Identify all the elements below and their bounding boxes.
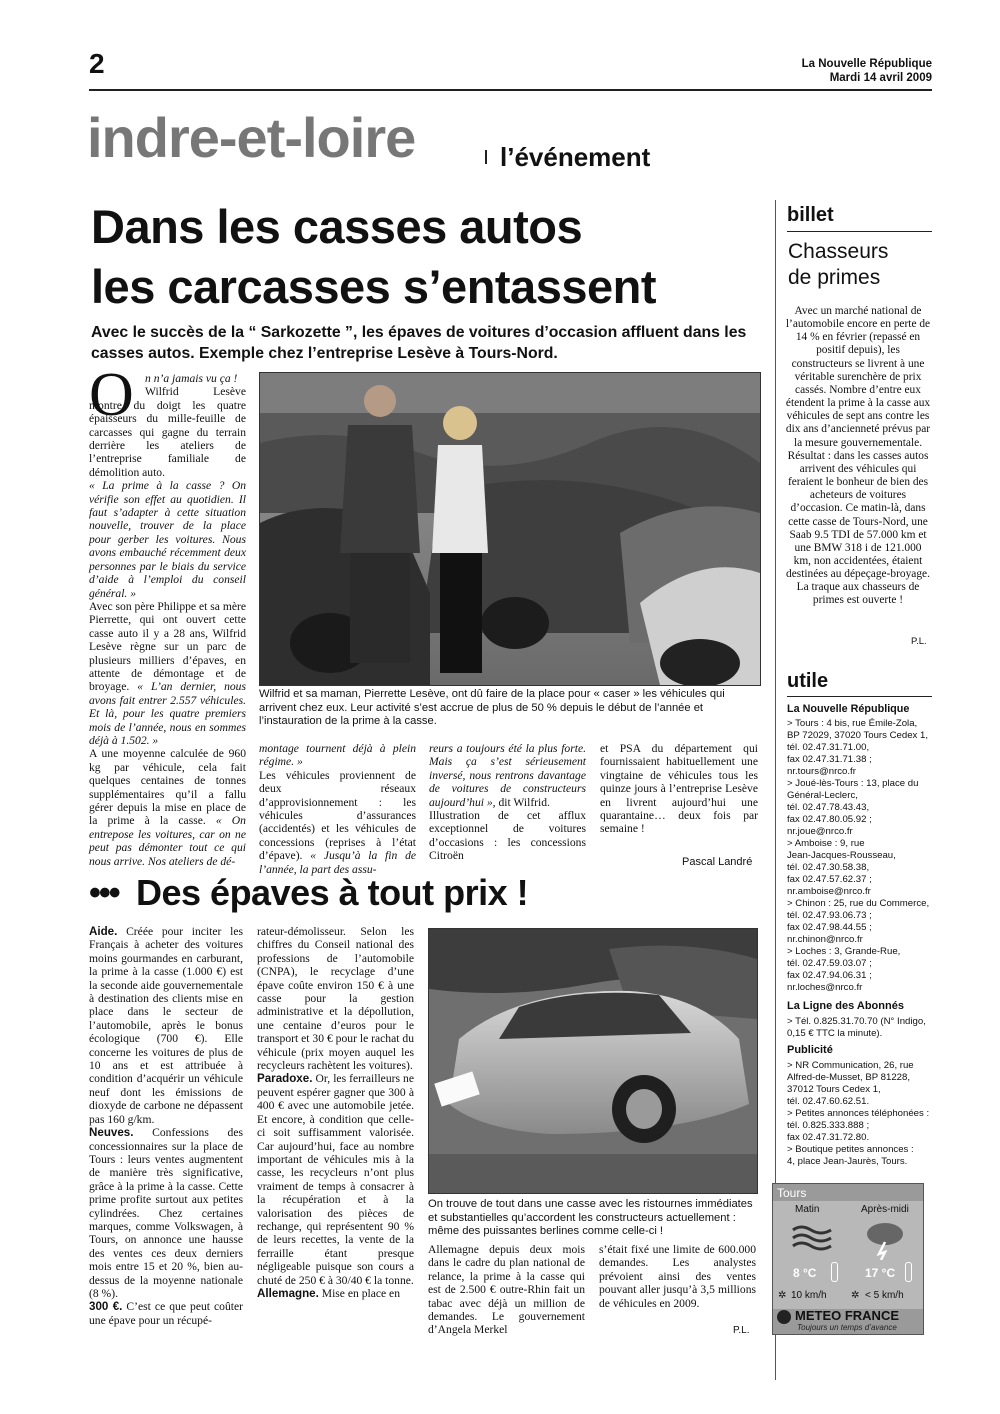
article-column-1	[89, 372, 246, 868]
weather-box	[772, 1183, 924, 1335]
pub-title: Publicité	[787, 1044, 833, 1056]
meteo-logo-icon	[777, 1310, 791, 1324]
photo1-caption: Wilfrid et sa maman, Pierrette Lesève, ont dû faire de la place pour « caser » les véhicules qui arrivent chez eux. Leur activité s’est accrue de plus de 50 % depuis le début de l’année et l’instauration de la prime à la casse.	[259, 688, 725, 727]
utile-label: utile	[787, 670, 829, 692]
col2-paragraph: Les véhicules proviennent de deux réseaux d’approvisionnement : les véhicules d’assurances (accidentés) et les véhicules de concessions (reprises à l’état d’épave). « Jusqu’à la fin de l’année, la part des assu-	[259, 768, 417, 876]
header-rule	[89, 89, 932, 91]
office-line: > Loches : 3, Grande-Rue,	[787, 946, 901, 957]
title-line-1: Dans les casses autos	[91, 200, 583, 253]
feature-paradoxe: Paradoxe. Or, les ferrailleurs ne peuvent espérer gagner que 300 à 400 € avec une automobile jetée. Et encore, à condition que celle-ci soit suffisamment valorisée. Car aujourd’hui, face au nombre important de véhicules mis à la casse, les recycleurs n’ont plus vraiment de temps à consacrer à la récupération et à la valorisation des pièces de rechange, qui représentent 90 % de leurs recettes, la vente de la ferraille étant presque négligeable puisque son cours a chuté de 250 € à 30/40 € la tonne.	[257, 1072, 414, 1287]
feature-300: 300 €. C’est ce que peut coûter une épave pour un récupé-	[89, 1300, 243, 1327]
feature-allemagne: Allemagne. Mise en place en	[257, 1286, 400, 1300]
section-separator	[485, 150, 487, 164]
office-line: fax 02.47.57.62.37 ;	[787, 874, 872, 885]
feature-c3-text: Allemagne depuis deux mois dans le cadre du plan national de relance, la prime à la casse qui est de 2.500 € outre-Rhin fait un tabac avec déjà un million de demandes. Le gouvernement d’Angela Merkel	[428, 1243, 585, 1337]
photo2-caption: On trouve de tout dans une casse avec les ristournes immédiates et substantielles qu’accordent les constructeurs actuellement : même des puissantes berlines comme celle-ci !	[428, 1198, 753, 1237]
office-line: tél. 02.47.31.71.00,	[787, 742, 870, 753]
publication-name: La Nouvelle République	[801, 58, 932, 70]
feature-bullets: •••	[89, 874, 119, 912]
storm-cloud-icon	[863, 1216, 907, 1260]
saab-photo-image	[429, 929, 757, 1193]
utile-offices	[787, 718, 937, 994]
feature-c4-text: s’était fixé une limite de 600.000 demandes. Les analystes prévoient ainsi des ventes pouvant aller jusqu’à 3,5 millions de véhicules en 2009.	[599, 1243, 756, 1310]
saab-photo	[428, 928, 758, 1194]
office-line: fax 02.47.98.44.55 ;	[787, 922, 872, 933]
article-column-3	[429, 742, 586, 863]
office-line: Général-Leclerc,	[787, 790, 858, 801]
office-line: tél. 02.47.30.58.38,	[787, 862, 870, 873]
feature-aide: Aide. Créée pour inciter les Français à acheter des voitures moins gourmandes en carburant, la prime à la casse (1.000 €) est la seconde aide gouvernementale à destination des clients mise en place dans le secteur de l’automobile, après le bonus écologique (700 €). Elle concerne les voitures de plus de 10 ans et est attribuée à condition d’acquérir un véhicule neuf dont les émissions de dioxyde de carbone ne dépassent pas 160 g/km.	[89, 925, 243, 1126]
scrapyard-photo	[259, 372, 761, 686]
feature-c2-intro: rateur-démolisseur. Selon les chiffres du Conseil national des professions de l’automobile (CNPA), le recyclage d’une épave coûte environ 150 € à une casse pour la gestion administrative et la dépollution, une centaine d’euros pour le transport et 30 € pour le rachat du véhicule (prix moyen auquel les recycleurs rachètent les voitures).	[257, 925, 414, 1073]
billet-signature: P.L.	[911, 636, 927, 647]
feature-column-1	[89, 925, 243, 1327]
pub-line: 4, place Jean-Jaurès, Tours.	[787, 1156, 908, 1167]
col4-paragraph: et PSA du département qui fournissaient habituellement une vingtaine de véhicules tous les quinze jours à l’entreprise Lesève en livrent aujourd’hui une quarantaine… deux fois par semaine !	[600, 742, 758, 836]
office-line: tél. 02.47.78.43.43,	[787, 802, 870, 813]
weather-afternoon-temp: 17 °C	[865, 1266, 896, 1280]
weather-brand: METEO FRANCE	[795, 1308, 899, 1323]
office-line: > Tours : 4 bis, rue Émile-Zola,	[787, 718, 918, 729]
office-line: nr.tours@nrco.fr	[787, 766, 856, 777]
billet-title-1: Chasseurs	[788, 240, 889, 263]
subsection-title: l’événement	[500, 142, 651, 172]
article-column-2	[259, 742, 416, 876]
feature-column-4	[599, 1243, 756, 1310]
col1-paragraph-1: Wilfrid Lesève montre du doigt les quatre épaisseurs du mille-feuille de carcasses qui gagne du terrain derrière les ateliers de l’entreprise familiale de démolition auto.	[89, 385, 246, 479]
abonnes-lines	[787, 1016, 937, 1040]
wind-icon-2: ✲	[851, 1290, 860, 1301]
article-lead: Avec le succès de la “ Sarkozette ”, les épaves de voitures d’occasion affluent dans les casses autos. Exemple chez l’entreprise Lesève à Tours-Nord.	[91, 324, 747, 362]
billet-title	[788, 239, 888, 291]
col1-quote-1: « La prime à la casse ? On vérifie son effet au quotidien. Il faut s’adapter à cette situation nouvelle, trouver de la place pour gerber les voitures. Nous avons embauché récemment deux personnes par le biais du service d’aide à l’emploi du conseil général. »	[89, 479, 246, 600]
rain-icon	[791, 1224, 833, 1252]
office-line: nr.amboise@nrco.fr	[787, 886, 871, 897]
pub-line: > Boutique petites annonces :	[787, 1144, 914, 1155]
abonnes-line: 0,15 € TTC la minute).	[787, 1028, 883, 1039]
pub-line: 37012 Tours Cedex 1,	[787, 1084, 881, 1095]
thermometer-icon	[831, 1262, 838, 1282]
billet-label: billet	[787, 204, 834, 226]
office-line: nr.loches@nrco.fr	[787, 982, 863, 993]
publication-date: Mardi 14 avril 2009	[829, 72, 932, 84]
billet-title-2: de primes	[788, 266, 881, 289]
feature-title: Des épaves à tout prix !	[136, 872, 529, 913]
weather-afternoon-label: Après-midi	[861, 1204, 909, 1215]
title-line-2: les carcasses s’entassent	[91, 260, 656, 313]
scrapyard-photo-image	[260, 373, 760, 685]
pub-line: Alfred-de-Musset, BP 81228,	[787, 1072, 911, 1083]
office-line: fax 02.47.31.71.38 ;	[787, 754, 872, 765]
utile-nr-title: La Nouvelle République	[787, 703, 910, 715]
col1-paragraph-2: Avec son père Philippe et sa mère Pierrette, qui ont ouvert cette casse auto il y a 28 ans, Wilfrid Lesève règne sur un parc de plusieurs milliers d’épaves, en attente de démontage et de broyage. « L’an dernier, nous avons fait entrer 2.557 véhicules. Et là, pour les quatre premiers mois de l’année, nous en sommes déjà à 1.502. »	[89, 599, 246, 747]
feature-neuves: Neuves. Confessions des concessionnaires sur la place de Tours : leurs ventes augmentent de manière très significative, grâce à la prime à la casse. Cette prime profite surtout aux petites cylindrées. Chez certaines marques, comme Volkswagen, à Tours, on annonce une hausse des ventes ces deux derniers mois entre 15 et 20 %, bien au-dessus de la moyenne nationale (8 %).	[89, 1126, 243, 1300]
pub-line: fax 02.47.31.72.80.	[787, 1132, 870, 1143]
office-line: tél. 02.47.59.03.07 ;	[787, 958, 872, 969]
pub-line: > NR Communication, 26, rue	[787, 1060, 914, 1071]
weather-morning-label: Matin	[795, 1204, 820, 1215]
abonnes-title: La Ligne des Abonnés	[787, 1000, 904, 1012]
col1-paragraph-3: A une moyenne calculée de 960 kg par véhicule, cela fait quelques centaines de tonnes supplémentaires qu’il a fallu gérer depuis la mise en place de la prime à la casse. « On entrepose les voitures, car on ne peut pas démonter tout ce qui nous arrive. Nos ateliers de dé-	[89, 747, 246, 868]
office-line: > Amboise : 9, rue	[787, 838, 865, 849]
office-line: fax 02.47.80.05.92 ;	[787, 814, 872, 825]
pub-lines	[787, 1060, 937, 1168]
billet-rule	[787, 231, 932, 232]
wind-icon: ✲	[778, 1290, 787, 1301]
office-line: > Joué-lès-Tours : 13, place du	[787, 778, 919, 789]
col2-italic: montage tournent déjà à plein régime. »	[259, 742, 416, 769]
pub-line: > Petites annonces téléphonées :	[787, 1108, 930, 1119]
dropcap: O	[89, 361, 134, 429]
pub-line: tél. 0.825.333.888 ;	[787, 1120, 870, 1131]
thermometer-icon-2	[905, 1262, 912, 1282]
weather-morning-temp: 8 °C	[793, 1266, 817, 1280]
pub-line: tél. 02.47.60.62.51.	[787, 1096, 870, 1107]
abonnes-line: > Tél. 0.825.31.70.70 (N° Indigo,	[787, 1016, 926, 1027]
feature-column-2	[257, 925, 414, 1300]
office-line: Jean-Jacques-Rousseau,	[787, 850, 896, 861]
weather-afternoon-wind: < 5 km/h	[865, 1290, 904, 1301]
office-line: nr.joue@nrco.fr	[787, 826, 853, 837]
office-line: tél. 02.47.93.06.73 ;	[787, 910, 872, 921]
office-line: fax 02.47.94.06.31 ;	[787, 970, 872, 981]
weather-city: Tours	[777, 1186, 807, 1200]
page-number: 2	[89, 48, 105, 79]
article-column-4	[600, 742, 758, 836]
billet-text: Avec un marché national de l’automobile encore en perte de 14 % en février (repassé en positif depuis), les constructeurs se livrent à une véritable surenchère de prix cassés. Nombre d’entre eux étendent la prime à la casse aux véhicules de sept ans contre les dix ans d’ancienneté prévus par la mesure gouvernementale. Résultat : dans les casses autos arrivent des véhicules qui feraient le bonheur de bien des acheteurs de voitures d’occasion. Ce matin-là, dans cette casse de Tours-Nord, une Saab 9.5 TDI de 57.000 km et une BMW 318 i de 121.000 km, non accidentées, étaient destinées au dépeçage-broyage. La traque aux chasseurs de primes est ouverte !	[785, 305, 931, 607]
office-line: nr.chinon@nrco.fr	[787, 934, 863, 945]
article-signature: Pascal Landré	[682, 856, 753, 868]
col1-opening: n n’a jamais vu ça !	[145, 372, 238, 385]
feature-signature: P.L.	[733, 1325, 750, 1336]
feature-column-3	[428, 1243, 585, 1337]
col3-paragraph-2: Illustration de cet afflux exceptionnel de voitures d’occasions : les concessions Citroën	[429, 809, 586, 863]
article-title	[91, 197, 771, 317]
weather-tagline: Toujours un temps d’avance	[797, 1323, 897, 1332]
section-title: indre-et-loire	[87, 106, 416, 169]
weather-morning-wind: 10 km/h	[791, 1290, 827, 1301]
col3-paragraph-1: reurs a toujours été la plus forte. Mais ça s’est sérieusement inversé, nous rentrons davantage de voitures de constructeurs aujourd’hui », dit Wilfrid.	[429, 742, 586, 809]
office-line: BP 72029, 37020 Tours Cedex 1,	[787, 730, 928, 741]
office-line: > Chinon : 25, rue du Commerce,	[787, 898, 930, 909]
utile-rule	[787, 696, 932, 697]
